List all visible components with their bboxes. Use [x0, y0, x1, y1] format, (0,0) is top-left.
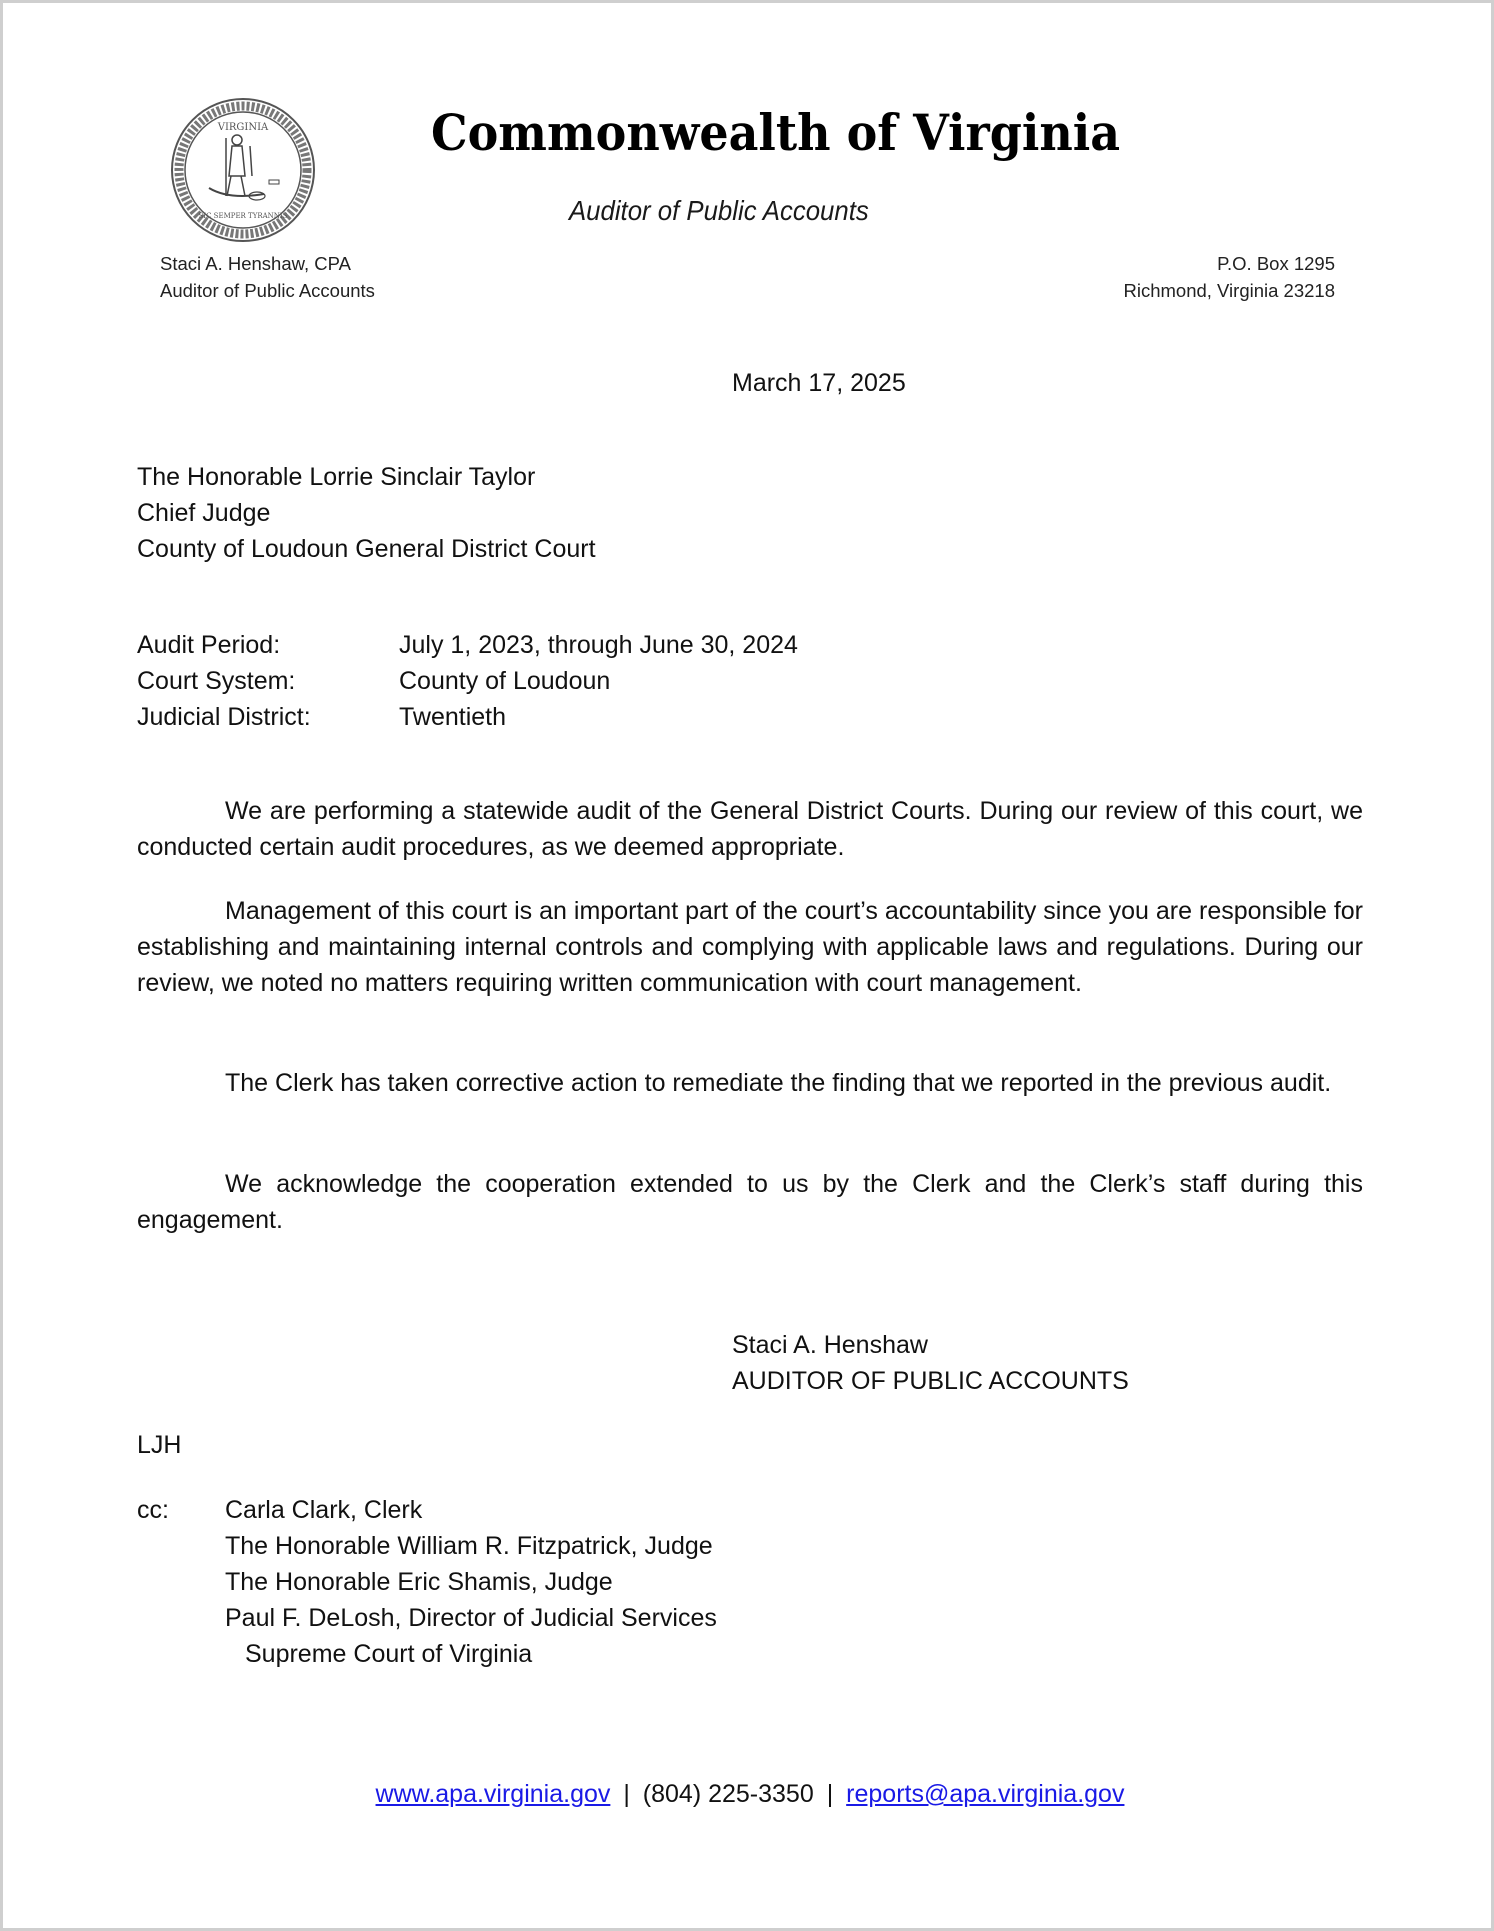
audit-info-row [137, 699, 798, 735]
cc-spacer [137, 1564, 225, 1600]
addressee-name: The Honorable Lorrie Sinclair Taylor [137, 463, 536, 491]
cc-row [137, 1564, 717, 1600]
cc-recipient: Paul F. DeLosh, Director of Judicial Services [225, 1604, 717, 1632]
signer-title: AUDITOR OF PUBLIC ACCOUNTS [732, 1367, 1129, 1395]
po-box: P.O. Box 1295 [1217, 253, 1335, 274]
body-paragraph: We acknowledge the cooperation extended to us by the Clerk and the Clerk’s staff during this engagement. [137, 1170, 1363, 1234]
audit-info-row [137, 627, 798, 663]
body-paragraph: We are performing a statewide audit of the General District Courts. During our review of this court, we conducted certain audit procedures, as we deemed appropriate. [137, 797, 1363, 861]
letterhead-auditor-info [160, 250, 375, 304]
cc-recipient: The Honorable Eric Shamis, Judge [225, 1568, 613, 1596]
cc-row [137, 1492, 717, 1528]
audit-info-label: Audit Period: [137, 631, 281, 659]
cc-row [137, 1528, 717, 1564]
cc-recipient-sub: Supreme Court of Virginia [245, 1640, 533, 1668]
audit-info-label: Court System: [137, 667, 296, 695]
letterhead-title: Commonwealth of Virginia [431, 103, 1121, 162]
letterhead-subtitle: Auditor of Public Accounts [569, 195, 869, 226]
cc-row [137, 1600, 717, 1636]
letter-date: March 17, 2025 [732, 369, 906, 397]
svg-text:VIRGINIA: VIRGINIA [217, 122, 269, 133]
virginia-state-seal-icon [169, 96, 317, 244]
cc-spacer [137, 1528, 225, 1564]
email-link[interactable]: reports@apa.virginia.gov [846, 1780, 1125, 1808]
cc-row [137, 1636, 717, 1672]
website-link[interactable]: www.apa.virginia.gov [375, 1780, 611, 1808]
signer-name: Staci A. Henshaw [732, 1331, 928, 1359]
audit-info-block [137, 627, 798, 735]
svg-text:SIC SEMPER TYRANNIS: SIC SEMPER TYRANNIS [198, 212, 288, 220]
audit-info-label: Judicial District: [137, 703, 311, 731]
audit-info-value: County of Loudoun [399, 667, 611, 695]
footer-separator: | [623, 1780, 630, 1808]
cc-recipient: The Honorable William R. Fitzpatrick, Judge [225, 1532, 713, 1560]
signature-block [732, 1327, 1129, 1399]
letterhead-address [1123, 250, 1335, 304]
footer-separator: | [826, 1780, 834, 1808]
audit-info-value: July 1, 2023, through June 30, 2024 [399, 631, 798, 659]
addressee-court: County of Loudoun General District Court [137, 535, 596, 563]
city-state-zip: Richmond, Virginia 23218 [1123, 280, 1335, 301]
audit-info-row [137, 663, 798, 699]
phone-number: (804) 225-3350 [642, 1780, 814, 1808]
body-paragraph: Management of this court is an important part of the court’s accountability since you are responsible for establishing and maintaining internal controls and complying with applicable laws and regulations. During our review, we noted no matters requiring written communication with court management. [137, 897, 1363, 997]
cc-spacer [137, 1600, 225, 1636]
typist-initials: LJH [137, 1431, 182, 1459]
footer-contact [3, 1780, 1494, 1809]
cc-block [137, 1492, 717, 1672]
body-paragraph: The Clerk has taken corrective action to remediate the finding that we reported in the previous audit. [225, 1069, 1332, 1097]
cc-recipient: Carla Clark, Clerk [225, 1496, 423, 1524]
cc-label: cc: [137, 1496, 169, 1524]
auditor-name: Staci A. Henshaw, CPA [160, 253, 351, 274]
addressee-block [137, 459, 596, 567]
auditor-office: Auditor of Public Accounts [160, 280, 375, 301]
audit-info-value: Twentieth [399, 703, 507, 731]
addressee-title: Chief Judge [137, 499, 271, 527]
